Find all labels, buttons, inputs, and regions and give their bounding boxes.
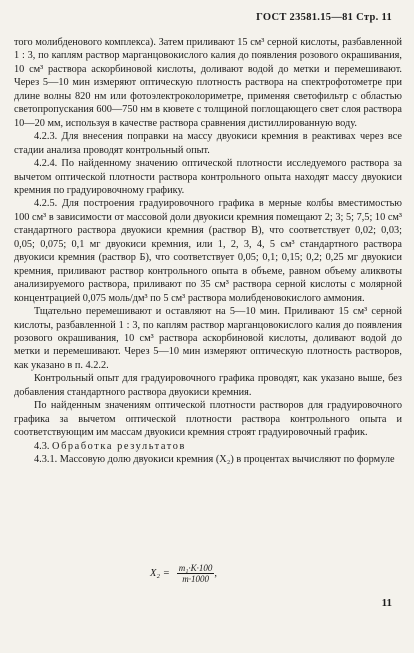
formula-numerator: m₁·K·100: [178, 563, 213, 573]
section-number: 4.3.: [34, 440, 50, 452]
formula-x2: [150, 563, 217, 584]
paragraph-4-2-4: 4.2.4. По найденному значению оптической плотности исследуемого раствора за вычетом оптической плотности раствора контрольного опыта находят массу двуокиси кремния по градуировочному графику.: [14, 158, 402, 196]
paragraph-control-experiment: Контрольный опыт для градуировочного графика проводят, как указано выше, без добавления стандартного раствора двуокиси кремния.: [14, 373, 402, 398]
paragraph-4-3-1: 4.3.1. Массовую долю двуокиси кремния (X₂) в процентах вычисляют по формуле: [34, 454, 395, 466]
paragraph-4-2-3: 4.2.3. Для внесения поправки на массу двуокиси кремния в реактивах через все стадии анализа проводят контрольный опыт.: [14, 131, 402, 156]
formula-denominator: m·1000: [182, 574, 209, 584]
section-title: Обработка результатов: [52, 440, 186, 452]
paragraph-4-2-5: 4.2.5. Для построения градуировочного графика в мерные колбы вместимостью 100 см³ в зависимости от массовой доли двуокиси кремния помещают 2; 3; 5; 7,5; 10 см³ стандартного раствора двуокиси кремния (раствор В), что соответствует 0,02; 0,03; 0,05; 0,075; 0,1 мг двуокиси кремния, или 1, 2, 3, 4, 5 см³ стандартного раствора двуокиси кремния (раствор Б), что соответствует 0,05; 0,1; 0,15; 0,2; 0,25 мг двуокиси кремния, приливают раствор контрольного опыта в объеме, равном объему аликвоты анализируемого раствора, приливают по 35 см³ раствора серной кислоты с молярной концентрацией 0,075 моль/дм³ по 5 см³ раствора молибденовокислого аммония.: [14, 198, 402, 304]
page-header: ГОСТ 23581.15—81 Стр. 11: [256, 12, 392, 23]
page-number: 11: [381, 597, 392, 609]
paragraph-mixing: Тщательно перемешивают и оставляют на 5—10 мин. Приливают 15 см³ серной кислоты, разбавленной 1 : 3, по каплям раствор марганцовокислого калия до появления розового окрашивания, 10 см³ раствора аскорбиновой кислоты, доливают водой до метки и перемешивают. Через 5—10 мин измеряют оптическую плотность растворов, как указано в п. 4.2.2.: [14, 306, 402, 371]
formula-tail: ,: [214, 568, 218, 579]
paragraph-continuation: того молибденового комплекса). Затем приливают 15 см³ серной кислоты, разбавленной 1 : 3, по каплям раствор марганцовокислого калия до появления розового окрашивания, 10 см³ раствора аскорбиновой кислоты, доливают водой до метки и перемешивают. Через 5—10 мин измеряют оптическую плотность раствора на спектрофотометре при длине волны 820 нм или фотоэлектроколориметре, применяя светофильтр с областью светопропускания 600—750 нм в кювете с толщиной поглощающего свет слоя раствора 10—20 мм, используя в качестве раствора сравнения дистиллированную воду.: [14, 37, 402, 129]
formula-fraction: [177, 563, 218, 584]
formula-lhs: X₂ =: [150, 568, 170, 579]
paragraph-calibration-graph: По найденным значениям оптической плотности растворов для градуировочного графика за вычетом оптической плотности раствора контрольного опыта и соответствующим им массам двуокиси кремния строят градуировочный график.: [14, 400, 402, 439]
section-heading-4-3: [14, 440, 402, 453]
page-body: [14, 36, 402, 467]
